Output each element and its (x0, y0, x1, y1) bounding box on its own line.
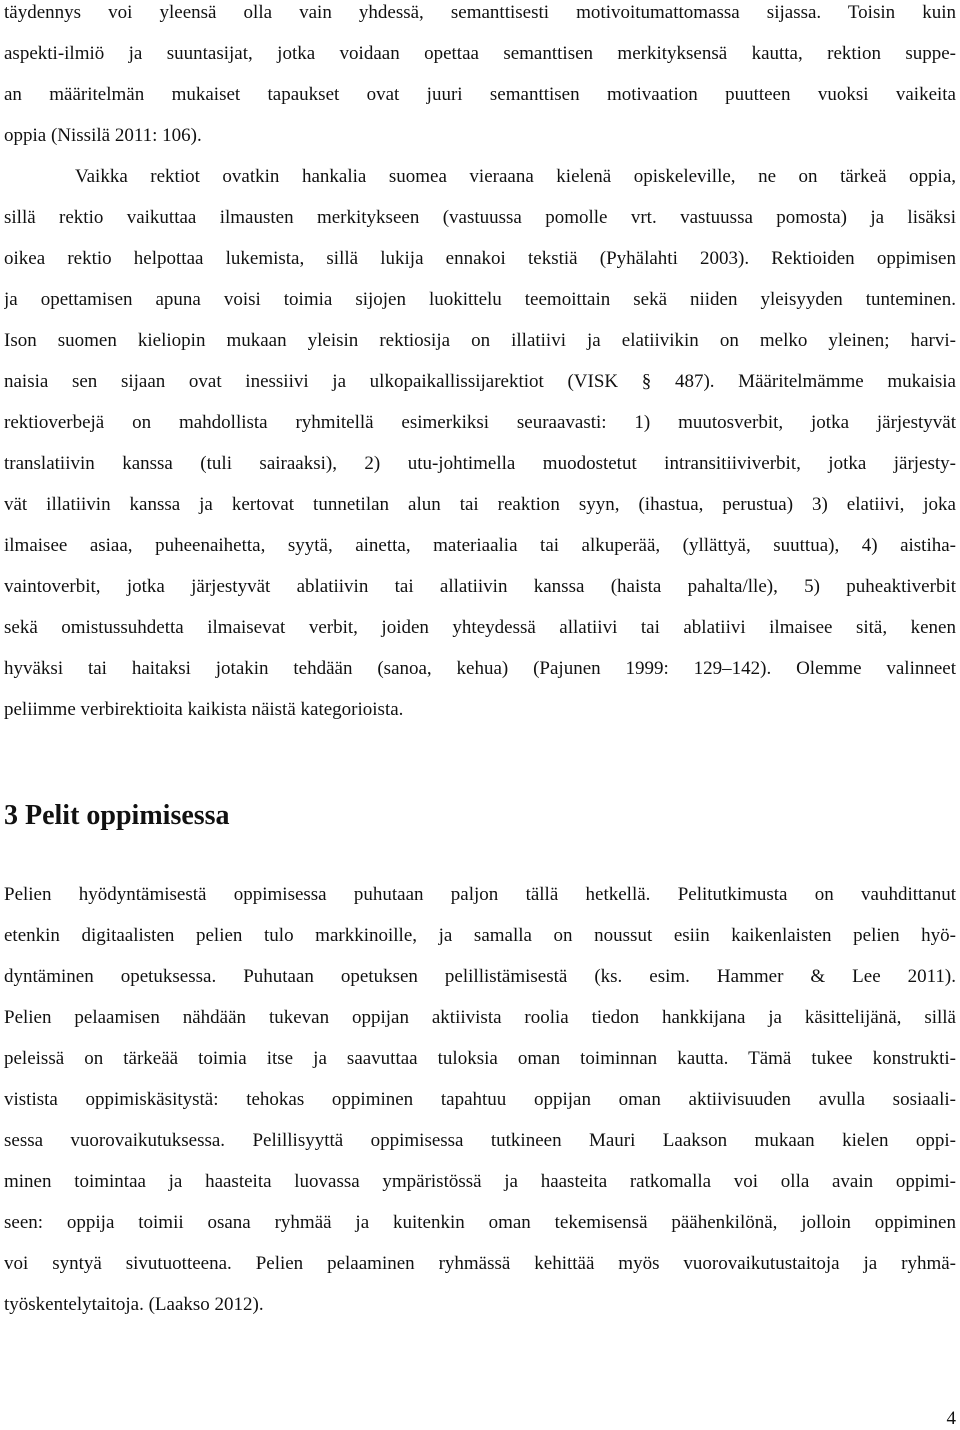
text-line: an määritelmän mukaiset tapaukset ovat juuri semanttisen motivaation puutteen vuoksi vaikeita (4, 84, 956, 105)
text-line: dyntäminen opetuksessa. Puhutaan opetuksen pelillistämisestä (ks. esim. Hammer & Lee 2011). (4, 966, 956, 987)
text-line: rektioverbejä on mahdollista ryhmitellä esimerkiksi seuraavasti: 1) muutosverbit, jotka järjestyvät (4, 412, 956, 433)
text-line: työskentelytaitoja. (Laakso 2012). (4, 1294, 264, 1315)
text-line: vät illatiivin kanssa ja kertovat tunnetilan alun tai reaktion syyn, (ihastua, perustua) 3) elatiivi, joka (4, 494, 956, 515)
text-line: oikea rektio helpottaa lukemista, sillä lukija ennakoi tekstiä (Pyhälahti 2003). Rektioiden oppimisen (4, 248, 956, 269)
text-line: translatiivin kanssa (tuli sairaaksi), 2) utu-johtimella muodostetut intransitiiviverbit, jotka järjesty- (4, 453, 956, 474)
text-line: peliimme verbirektioita kaikista näistä kategorioista. (4, 699, 404, 720)
section-heading: 3 Pelit oppimisessa (4, 800, 230, 831)
text-line: voi syntyä sivutuotteena. Pelien pelaaminen ryhmässä kehittää myös vuorovaikutustaitoja ja ryhmä- (4, 1253, 956, 1274)
text-line: Vaikka rektiot ovatkin hankalia suomea vieraana kielenä opiskeleville, ne on tärkeä oppia, (75, 166, 956, 187)
text-line: minen toimintaa ja haasteita luovassa ympäristössä ja haasteita ratkomalla voi olla avain oppimi- (4, 1171, 956, 1192)
text-line: vistista oppimiskäsitystä: tehokas oppiminen tapahtuu oppijan oman aktiivisuuden avulla sosiaali- (4, 1089, 956, 1110)
text-line: Pelien pelaamisen nähdään tukevan oppijan aktiivista roolia tiedon hankkijana ja käsittelijänä, sillä (4, 1007, 956, 1028)
text-line: sillä rektio vaikuttaa ilmausten merkitykseen (vastuussa pomolle vrt. vastuussa pomosta) ja lisäksi (4, 207, 956, 228)
text-line: Pelien hyödyntämisestä oppimisessa puhutaan paljon tällä hetkellä. Pelitutkimusta on vauhdittanut (4, 884, 956, 905)
text-line: Ison suomen kieliopin mukaan yleisin rektiosija on illatiivi ja elatiivikin on melko yleinen; harvi- (4, 330, 956, 351)
text-line: ja opettamisen apuna voisi toimia sijojen luokittelu teemoittain sekä niiden yleisyyden tunteminen. (4, 289, 956, 310)
text-line: sessa vuorovaikutuksessa. Pelillisyyttä oppimisessa tutkineen Mauri Laakson mukaan kielen oppi- (4, 1130, 956, 1151)
text-line: peleissä on tärkeää toimia itse ja saavuttaa tuloksia oman toiminnan kautta. Tämä tukee konstrukti- (4, 1048, 956, 1069)
text-line: oppia (Nissilä 2011: 106). (4, 125, 202, 146)
text-line: täydennys voi yleensä olla vain yhdessä, semanttisesti motivoitumattomassa sijassa. Toisin kuin (4, 2, 956, 23)
text-line: seen: oppija toimii osana ryhmää ja kuitenkin oman tekemisensä päähenkilönä, jolloin oppiminen (4, 1212, 956, 1233)
text-line: naisia sen sijaan ovat inessiivi ja ulkopaikallissijarektiot (VISK § 487). Määritelmämme mukaisia (4, 371, 956, 392)
text-line: vaintoverbit, jotka järjestyvät ablatiivin tai allatiivin kanssa (haista pahalta/lle), 5) puheaktiverbit (4, 576, 956, 597)
text-line: sekä omistussuhdetta ilmaisevat verbit, joiden yhteydessä allatiivi tai ablatiivi ilmaisee sitä, kenen (4, 617, 956, 638)
text-line: ilmaisee asiaa, puheenaihetta, syytä, ainetta, materiaalia tai alkuperää, (yllättyä, suuttua), 4) aistiha- (4, 535, 956, 556)
page-number: 4 (946, 1408, 956, 1429)
text-line: etenkin digitaalisten pelien tulo markkinoille, ja samalla on noussut esiin kaikenlaisten pelien hyö- (4, 925, 956, 946)
text-line: aspekti-ilmiö ja suuntasijat, jotka voidaan opettaa semanttisen merkityksensä kautta, rektion suppe- (4, 43, 956, 64)
text-line: hyväksi tai haitaksi jotakin tehdään (sanoa, kehua) (Pajunen 1999: 129–142). Olemme valinneet (4, 658, 956, 679)
